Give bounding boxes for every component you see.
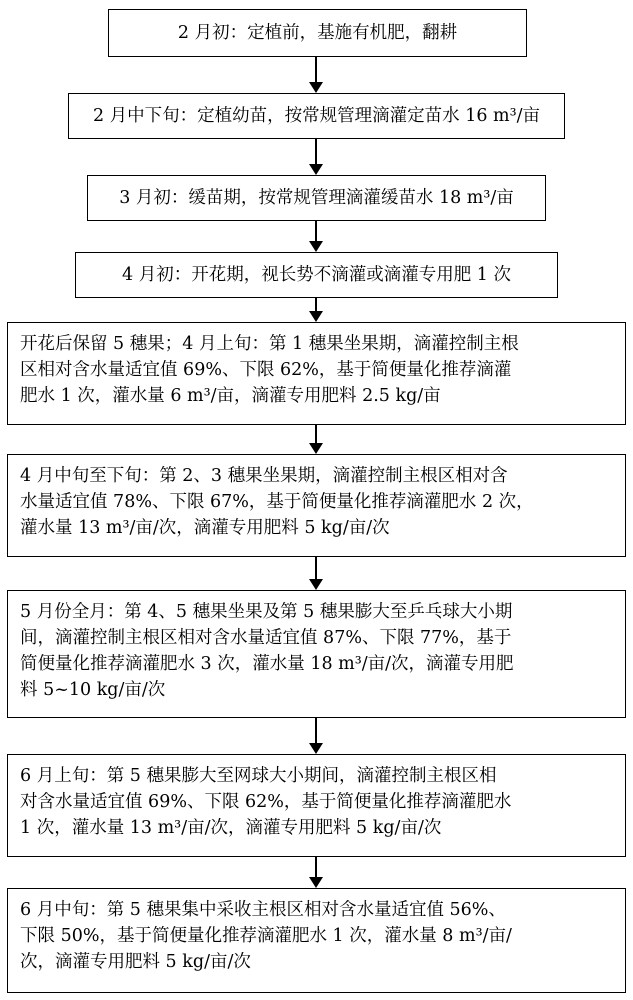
arrow-head bbox=[309, 877, 323, 888]
arrow-shaft bbox=[315, 557, 317, 580]
step-3-text: 3 月初：缓苗期，按常规管理滴灌缓苗水 18 m³/亩 bbox=[119, 188, 514, 208]
step-9-line-3: 次，滴灌专用肥料 5 kg/亩/次 bbox=[20, 952, 251, 972]
arrow-3-to-4 bbox=[309, 221, 323, 252]
step-9-line-1: 6 月中旬：第 5 穗果集中采收主根区相对含水量适宜值 56%、 bbox=[20, 900, 506, 920]
step-2-text: 2 月中下旬：定植幼苗，按常规管理滴灌定苗水 16 m³/亩 bbox=[92, 106, 541, 126]
step-8-line-2: 对含水量适宜值 69%、下限 62%，基于简便量化推荐滴灌肥水 bbox=[20, 792, 512, 812]
step-6-box bbox=[7, 454, 626, 557]
step-7-line-1: 5 月份全月：第 4、5 穗果坐果及第 5 穗果膨大至乒乓球大小期 bbox=[20, 602, 513, 622]
step-5-line-1: 开花后保留 5 穗果；4 月上旬：第 1 穗果坐果期，滴灌控制主根 bbox=[20, 334, 519, 354]
step-6-line-2: 水量适宜值 78%、下限 67%，基于简便量化推荐滴灌肥水 2 次， bbox=[20, 492, 534, 512]
arrow-shaft bbox=[315, 298, 317, 312]
step-8-box bbox=[7, 754, 626, 857]
arrow-7-to-8 bbox=[309, 718, 323, 754]
step-9-box bbox=[7, 888, 626, 993]
step-1-text: 2 月初：定植前，基施有机肥，翻耕 bbox=[177, 23, 458, 43]
arrow-2-to-3 bbox=[309, 139, 323, 175]
step-7-line-3: 简便量化推荐滴灌肥水 3 次，灌水量 18 m³/亩/次，滴灌专用肥 bbox=[20, 654, 514, 674]
arrow-head bbox=[309, 311, 323, 322]
step-5-box bbox=[7, 322, 626, 425]
step-4-box bbox=[75, 252, 558, 298]
arrow-8-to-9 bbox=[309, 857, 323, 888]
step-6-line-1: 4 月中旬至下旬：第 2、3 穗果坐果期，滴灌控制主根区相对含 bbox=[20, 466, 508, 486]
arrow-head bbox=[309, 241, 323, 252]
step-1-box bbox=[108, 9, 527, 57]
arrow-4-to-5 bbox=[309, 298, 323, 322]
step-3-box bbox=[87, 175, 546, 221]
arrow-shaft bbox=[315, 139, 317, 165]
arrow-1-to-2 bbox=[309, 57, 323, 93]
arrow-shaft bbox=[315, 221, 317, 242]
step-8-line-3: 1 次，灌水量 13 m³/亩/次，滴灌专用肥料 5 kg/亩/次 bbox=[20, 818, 442, 838]
step-7-line-2: 间，滴灌控制主根区相对含水量适宜值 87%、下限 77%，基于 bbox=[20, 628, 512, 648]
step-5-line-3: 肥水 1 次，灌水量 6 m³/亩，滴灌专用肥料 2.5 kg/亩 bbox=[20, 386, 441, 406]
arrow-head bbox=[309, 579, 323, 590]
arrow-head bbox=[309, 164, 323, 175]
step-7-line-4: 料 5~10 kg/亩/次 bbox=[20, 680, 166, 700]
arrow-shaft bbox=[315, 857, 317, 878]
arrow-head bbox=[309, 743, 323, 754]
step-9-line-2: 下限 50%，基于简便量化推荐滴灌肥水 1 次，灌水量 8 m³/亩/ bbox=[20, 926, 512, 946]
step-4-text: 4 月初：开花期，视长势不滴灌或滴灌专用肥 1 次 bbox=[122, 265, 511, 285]
step-2-box bbox=[68, 93, 565, 139]
step-6-line-3: 灌水量 13 m³/亩/次，滴灌专用肥料 5 kg/亩/次 bbox=[20, 518, 390, 538]
arrow-5-to-6 bbox=[309, 425, 323, 454]
arrow-shaft bbox=[315, 57, 317, 83]
arrow-6-to-7 bbox=[309, 557, 323, 590]
arrow-head bbox=[309, 82, 323, 93]
step-8-line-1: 6 月上旬：第 5 穗果膨大至网球大小期间，滴灌控制主根区相 bbox=[20, 766, 497, 786]
step-5-line-2: 区相对含水量适宜值 69%、下限 62%，基于简便量化推荐滴灌 bbox=[20, 360, 512, 380]
arrow-shaft bbox=[315, 718, 317, 744]
arrow-head bbox=[309, 443, 323, 454]
step-7-box bbox=[7, 590, 626, 718]
arrow-shaft bbox=[315, 425, 317, 444]
